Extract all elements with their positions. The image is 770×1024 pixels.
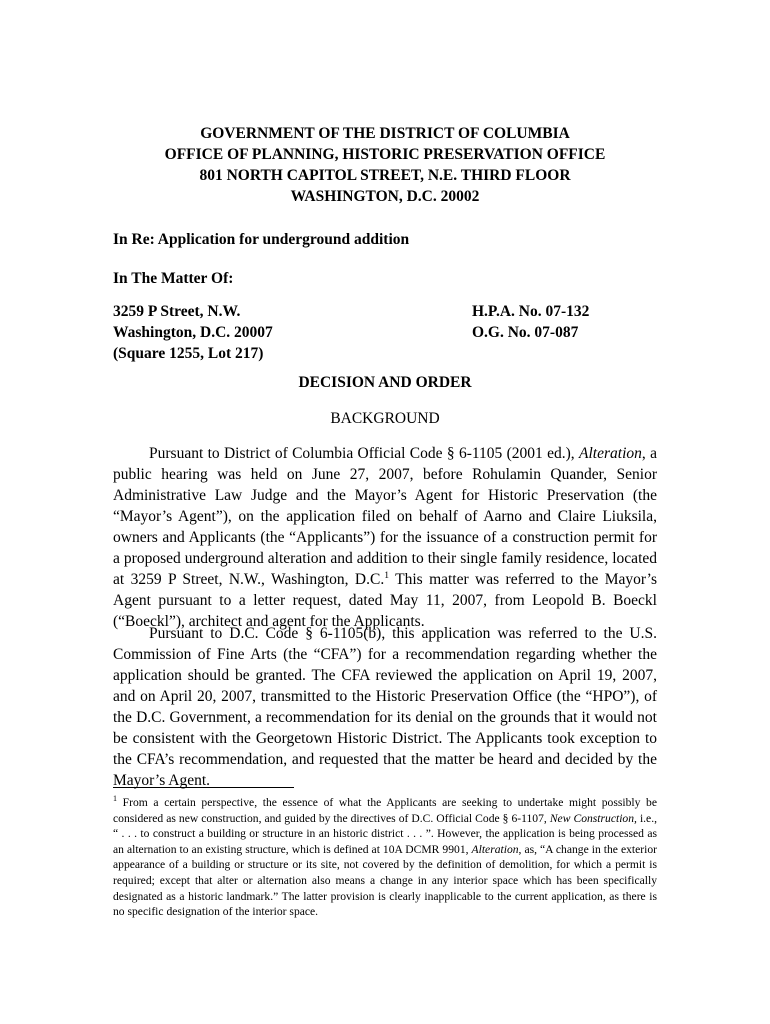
in-re-heading: In Re: Application for underground addition (113, 231, 410, 248)
footnote-text-a: From a certain perspective, the essence of what the Applicants are seeking to undertake might possibly be considered as new construction, and guided by the directives of D.C. Official Code § 6-1107, (113, 796, 657, 825)
section-title: BACKGROUND (330, 410, 440, 427)
address-square-lot: (Square 1255, Lot 217) (113, 345, 264, 362)
paragraph-2: Pursuant to D.C. Code § 6-1105(b), this application was referred to the U.S. Commission of Fine Arts (the “CFA”) for a recommendation regarding whether the application should be granted. The CFA reviewed the application on April 19, 2007, and on April 20, 2007, transmitted to the Historic Preservation Office (the “HPO”), of the D.C. Government, a recommendation for its denial on the grounds that it would not be consistent with the Georgetown Historic District. The Applicants took exception to the CFA’s recommendation, and requested that the matter be heard and decided by the Mayor’s Agent. (113, 625, 657, 789)
paragraph-1-text-a: Pursuant to District of Columbia Official Code § 6-1105 (2001 ed.), (149, 445, 580, 462)
footnote-text-c: , as, “A change in the exterior appearance of a building or structure or its site, not covered by the definition of demolition, for which a permit is required; except that alter or alternation also means a change in any interior space which has been specifically designated as a historic landmark.” The latter provision is clearly inapplicable to the current application, as there is no specific designation of the interior space. (113, 842, 657, 919)
letterhead-line-4: WASHINGTON, D.C. 20002 (290, 188, 480, 205)
footnote (113, 795, 657, 920)
paragraph-1-italic: Alteration (579, 445, 642, 462)
case-numbers (472, 301, 589, 343)
letterhead-line-2: OFFICE OF PLANNING, HISTORIC PRESERVATION OFFICE (164, 146, 606, 163)
footnote-italic-b: Alteration (471, 842, 519, 856)
footnote-number: 1 (113, 794, 117, 804)
footnote-text-b: i.e., “ . . . to construct a building or structure in an historic district . . . ”. However, the application is being processed as an alternation to an existing structure, which is defined at 10A DCMR 9901, (113, 811, 658, 856)
letterhead-line-3: 801 NORTH CAPITOL STREET, N.E. THIRD FLOOR (199, 167, 571, 184)
decision-title: DECISION AND ORDER (298, 374, 472, 391)
paragraph-1-text-c: This matter was referred to the Mayor’s Agent pursuant to a letter request, dated May 11, 2007, from Leopold B. Boeckl (“Boeckl”), architect and agent for the Applicants. (113, 571, 657, 630)
footnote-reference[interactable]: 1 (384, 569, 389, 581)
in-the-matter-of-heading: In The Matter Of: (113, 270, 234, 287)
letterhead (0, 123, 770, 207)
property-address (113, 301, 273, 364)
letterhead-line-1: GOVERNMENT OF THE DISTRICT OF COLUMBIA (200, 125, 570, 142)
hpa-number: H.P.A. No. 07-132 (472, 303, 590, 320)
paragraph-1-text-b: , a public hearing was held on June 27, 2007, before Rohulamin Quander, Senior Administrative Law Judge and the Mayor’s Agent for Historic Preservation (the “Mayor’s Agent”), on the application filed on behalf of Aarno and Claire Liuksila, owners and Applicants (the “Applicants”) for the issuance of a construction permit for a proposed underground alteration and addition to their single family residence, located at 3259 P Street, N.W., Washington, D.C. (113, 445, 657, 588)
paragraph-1 (113, 443, 657, 632)
footnote-divider (113, 787, 294, 788)
address-street: 3259 P Street, N.W. (113, 303, 241, 320)
address-city: Washington, D.C. 20007 (113, 324, 273, 341)
og-number: O.G. No. 07-087 (472, 324, 579, 341)
footnote-italic-a: New Construction, (549, 811, 637, 825)
